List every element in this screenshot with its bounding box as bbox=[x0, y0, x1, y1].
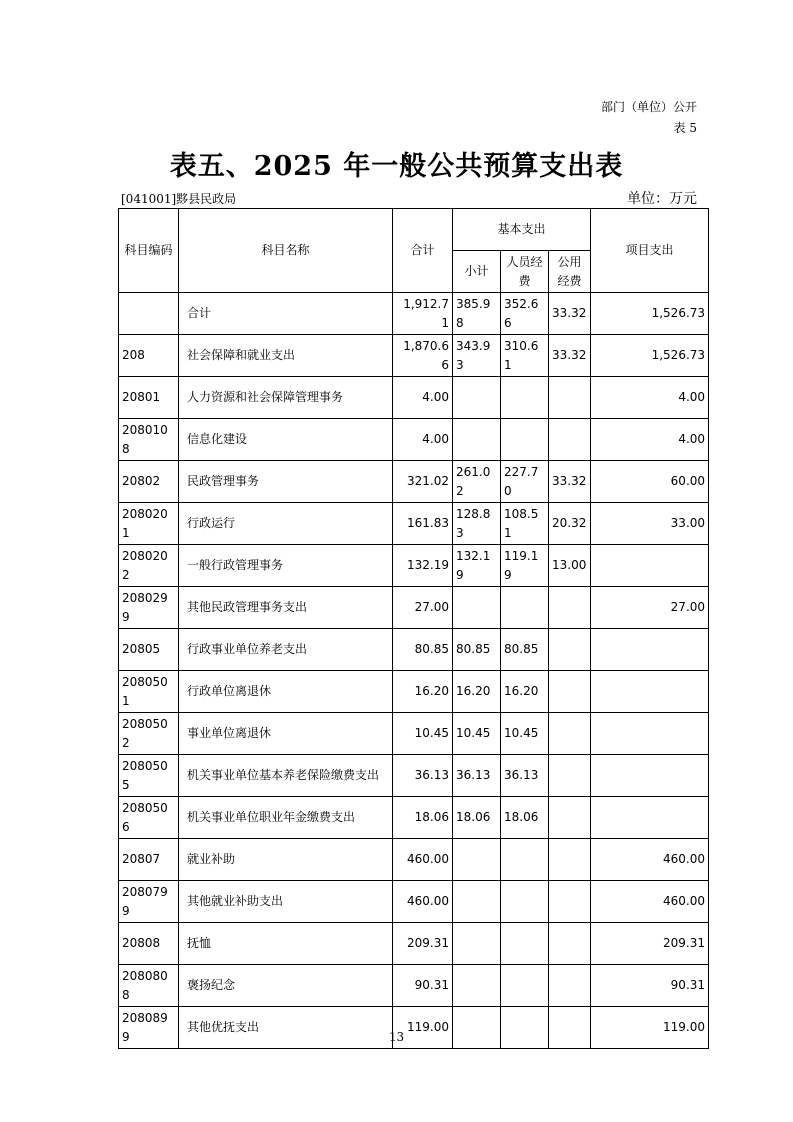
header-total: 合计 bbox=[393, 209, 453, 293]
table-row bbox=[119, 293, 709, 335]
table-row bbox=[119, 713, 709, 755]
cell-name: 机关事业单位基本养老保险缴费支出 bbox=[179, 755, 393, 797]
cell-total: 1,912.71 bbox=[393, 293, 453, 335]
cell-public bbox=[549, 587, 591, 629]
cell-total: 209.31 bbox=[393, 923, 453, 965]
cell-project bbox=[591, 797, 709, 839]
cell-subtotal bbox=[453, 965, 501, 1007]
cell-code bbox=[119, 293, 179, 335]
cell-personnel: 227.70 bbox=[501, 461, 549, 503]
cell-project bbox=[591, 755, 709, 797]
cell-code: 2080808 bbox=[119, 965, 179, 1007]
cell-public bbox=[549, 923, 591, 965]
header-subtotal: 小计 bbox=[453, 251, 501, 293]
cell-subtotal: 343.93 bbox=[453, 335, 501, 377]
cell-total: 90.31 bbox=[393, 965, 453, 1007]
cell-name: 合计 bbox=[179, 293, 393, 335]
cell-subtotal: 385.98 bbox=[453, 293, 501, 335]
department-name: [041001]黟县民政局 bbox=[121, 192, 237, 206]
cell-project: 209.31 bbox=[591, 923, 709, 965]
cell-total: 460.00 bbox=[393, 839, 453, 881]
cell-code: 208 bbox=[119, 335, 179, 377]
cell-name: 就业补助 bbox=[179, 839, 393, 881]
cell-project: 460.00 bbox=[591, 881, 709, 923]
cell-name: 行政运行 bbox=[179, 503, 393, 545]
cell-code: 2080201 bbox=[119, 503, 179, 545]
cell-project: 1,526.73 bbox=[591, 335, 709, 377]
table-row bbox=[119, 797, 709, 839]
cell-public bbox=[549, 965, 591, 1007]
table-number: 表 5 bbox=[673, 121, 697, 135]
cell-subtotal bbox=[453, 377, 501, 419]
cell-code: 2080501 bbox=[119, 671, 179, 713]
cell-project: 1,526.73 bbox=[591, 293, 709, 335]
cell-subtotal bbox=[453, 881, 501, 923]
cell-public bbox=[549, 419, 591, 461]
cell-code: 20801 bbox=[119, 377, 179, 419]
cell-code: 2080505 bbox=[119, 755, 179, 797]
cell-personnel: 18.06 bbox=[501, 797, 549, 839]
cell-public: 33.32 bbox=[549, 461, 591, 503]
table-row bbox=[119, 461, 709, 503]
cell-public bbox=[549, 377, 591, 419]
page-number: 13 bbox=[388, 1030, 405, 1044]
header-code: 科目编码 bbox=[119, 209, 179, 293]
cell-name: 褒扬纪念 bbox=[179, 965, 393, 1007]
cell-personnel bbox=[501, 923, 549, 965]
cell-personnel bbox=[501, 419, 549, 461]
cell-total: 161.83 bbox=[393, 503, 453, 545]
cell-subtotal: 128.83 bbox=[453, 503, 501, 545]
table-row bbox=[119, 503, 709, 545]
cell-name: 行政单位离退休 bbox=[179, 671, 393, 713]
table-row bbox=[119, 965, 709, 1007]
cell-project: 4.00 bbox=[591, 419, 709, 461]
cell-code: 2080506 bbox=[119, 797, 179, 839]
cell-name: 事业单位离退休 bbox=[179, 713, 393, 755]
cell-subtotal: 18.06 bbox=[453, 797, 501, 839]
cell-public: 13.00 bbox=[549, 545, 591, 587]
cell-name: 民政管理事务 bbox=[179, 461, 393, 503]
cell-subtotal: 10.45 bbox=[453, 713, 501, 755]
cell-total: 16.20 bbox=[393, 671, 453, 713]
cell-public: 33.32 bbox=[549, 335, 591, 377]
page-title: 表五、2025 年一般公共预算支出表 bbox=[169, 151, 624, 182]
table-row bbox=[119, 839, 709, 881]
cell-public bbox=[549, 755, 591, 797]
header-personnel: 人员经费 bbox=[501, 251, 549, 293]
header-basic: 基本支出 bbox=[453, 209, 591, 251]
cell-total: 4.00 bbox=[393, 377, 453, 419]
doc-category: 部门（单位）公开 bbox=[600, 100, 697, 114]
cell-code: 2080899 bbox=[119, 1007, 179, 1049]
cell-personnel: 36.13 bbox=[501, 755, 549, 797]
cell-total: 321.02 bbox=[393, 461, 453, 503]
cell-total: 18.06 bbox=[393, 797, 453, 839]
cell-name: 一般行政管理事务 bbox=[179, 545, 393, 587]
cell-code: 2080202 bbox=[119, 545, 179, 587]
cell-public bbox=[549, 713, 591, 755]
table-row bbox=[119, 671, 709, 713]
table-row bbox=[119, 545, 709, 587]
cell-code: 2080502 bbox=[119, 713, 179, 755]
cell-public bbox=[549, 839, 591, 881]
cell-personnel bbox=[501, 377, 549, 419]
cell-name: 机关事业单位职业年金缴费支出 bbox=[179, 797, 393, 839]
cell-project: 60.00 bbox=[591, 461, 709, 503]
cell-public bbox=[549, 797, 591, 839]
cell-name: 其他民政管理事务支出 bbox=[179, 587, 393, 629]
cell-personnel bbox=[501, 587, 549, 629]
cell-public: 33.32 bbox=[549, 293, 591, 335]
cell-total: 4.00 bbox=[393, 419, 453, 461]
table-row bbox=[119, 335, 709, 377]
cell-name: 行政事业单位养老支出 bbox=[179, 629, 393, 671]
header-public: 公用经费 bbox=[549, 251, 591, 293]
cell-project bbox=[591, 629, 709, 671]
cell-personnel: 10.45 bbox=[501, 713, 549, 755]
cell-subtotal bbox=[453, 419, 501, 461]
cell-name: 其他就业补助支出 bbox=[179, 881, 393, 923]
cell-name: 社会保障和就业支出 bbox=[179, 335, 393, 377]
table-row bbox=[119, 419, 709, 461]
cell-personnel bbox=[501, 965, 549, 1007]
cell-name: 人力资源和社会保障管理事务 bbox=[179, 377, 393, 419]
cell-total: 80.85 bbox=[393, 629, 453, 671]
header-name: 科目名称 bbox=[179, 209, 393, 293]
cell-personnel bbox=[501, 839, 549, 881]
cell-personnel bbox=[501, 881, 549, 923]
cell-total: 36.13 bbox=[393, 755, 453, 797]
cell-personnel: 16.20 bbox=[501, 671, 549, 713]
cell-total: 460.00 bbox=[393, 881, 453, 923]
cell-project: 90.31 bbox=[591, 965, 709, 1007]
cell-personnel: 108.51 bbox=[501, 503, 549, 545]
cell-project bbox=[591, 671, 709, 713]
cell-project: 460.00 bbox=[591, 839, 709, 881]
cell-total: 119.00 bbox=[393, 1007, 453, 1049]
table-row bbox=[119, 881, 709, 923]
cell-subtotal: 132.19 bbox=[453, 545, 501, 587]
cell-total: 27.00 bbox=[393, 587, 453, 629]
cell-total: 132.19 bbox=[393, 545, 453, 587]
cell-code: 20805 bbox=[119, 629, 179, 671]
cell-name: 信息化建设 bbox=[179, 419, 393, 461]
cell-project: 119.00 bbox=[591, 1007, 709, 1049]
cell-personnel: 80.85 bbox=[501, 629, 549, 671]
cell-code: 20802 bbox=[119, 461, 179, 503]
cell-subtotal bbox=[453, 923, 501, 965]
cell-subtotal: 261.02 bbox=[453, 461, 501, 503]
cell-code: 2080299 bbox=[119, 587, 179, 629]
cell-code: 20808 bbox=[119, 923, 179, 965]
cell-code: 2080799 bbox=[119, 881, 179, 923]
cell-code: 20807 bbox=[119, 839, 179, 881]
cell-public bbox=[549, 671, 591, 713]
table-row bbox=[119, 629, 709, 671]
table-row bbox=[119, 377, 709, 419]
cell-total: 10.45 bbox=[393, 713, 453, 755]
cell-name: 其他优抚支出 bbox=[179, 1007, 393, 1049]
cell-subtotal: 80.85 bbox=[453, 629, 501, 671]
cell-subtotal bbox=[453, 839, 501, 881]
cell-subtotal bbox=[453, 587, 501, 629]
cell-personnel: 310.61 bbox=[501, 335, 549, 377]
cell-personnel: 119.19 bbox=[501, 545, 549, 587]
cell-subtotal: 16.20 bbox=[453, 671, 501, 713]
unit-label: 单位：万元 bbox=[627, 191, 697, 207]
table-row bbox=[119, 587, 709, 629]
cell-public bbox=[549, 881, 591, 923]
cell-project: 4.00 bbox=[591, 377, 709, 419]
cell-public bbox=[549, 629, 591, 671]
cell-project: 33.00 bbox=[591, 503, 709, 545]
cell-total: 1,870.66 bbox=[393, 335, 453, 377]
table-row bbox=[119, 755, 709, 797]
budget-table bbox=[118, 208, 709, 1049]
header-project: 项目支出 bbox=[591, 209, 709, 293]
cell-project: 27.00 bbox=[591, 587, 709, 629]
cell-code: 2080108 bbox=[119, 419, 179, 461]
cell-subtotal: 36.13 bbox=[453, 755, 501, 797]
table-row bbox=[119, 923, 709, 965]
cell-personnel: 352.66 bbox=[501, 293, 549, 335]
cell-public: 20.32 bbox=[549, 503, 591, 545]
cell-project bbox=[591, 545, 709, 587]
cell-name: 抚恤 bbox=[179, 923, 393, 965]
cell-project bbox=[591, 713, 709, 755]
